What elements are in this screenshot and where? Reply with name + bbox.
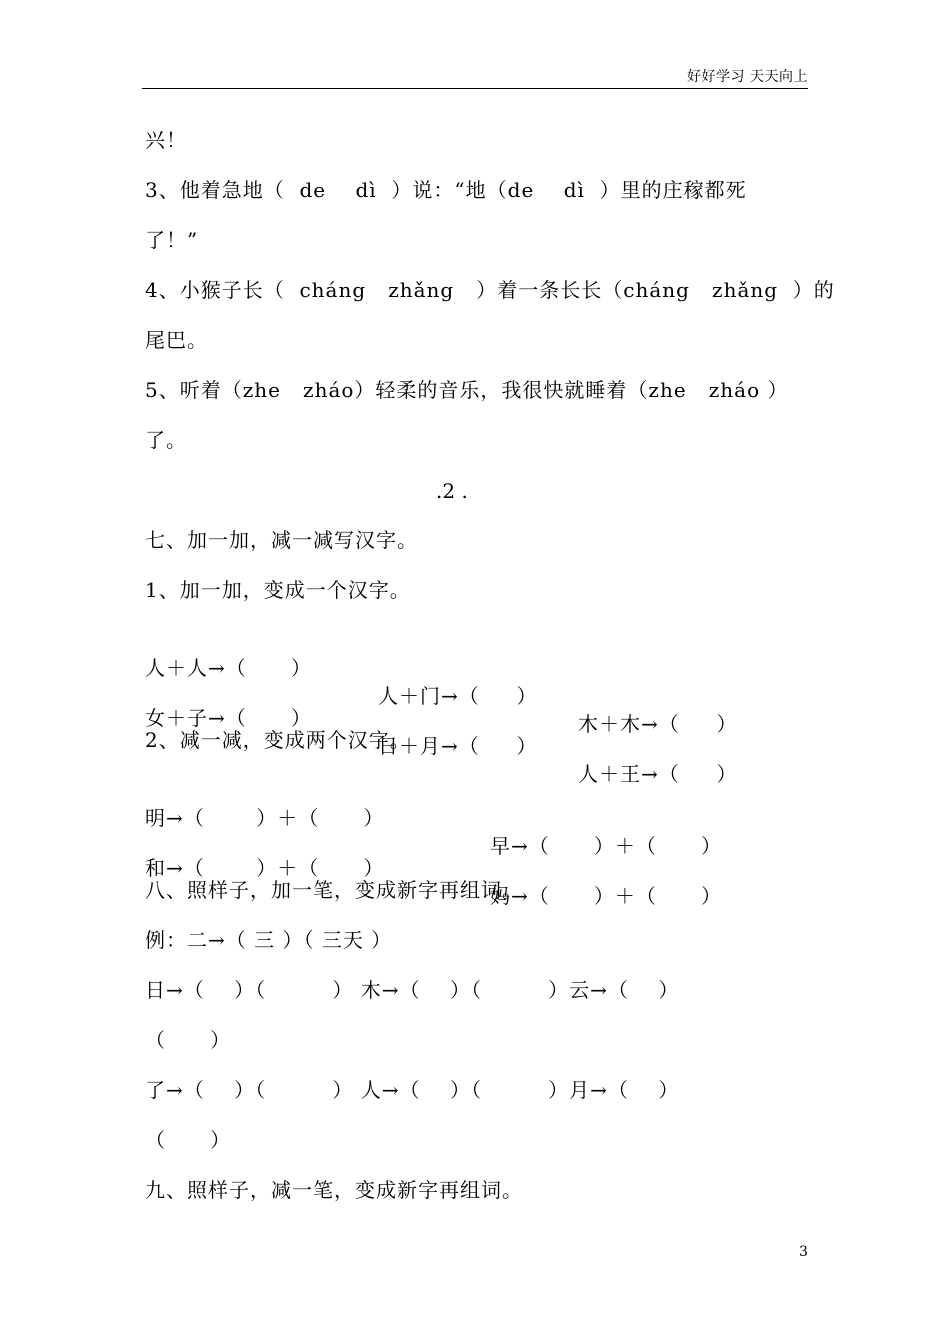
section-7-sub-1: 1、加一加，变成一个汉字。 bbox=[145, 578, 411, 602]
header-motto: 好好学习 天天向上 bbox=[687, 69, 808, 85]
subtract-item: 早→（ ）＋（ ） bbox=[490, 834, 723, 858]
question-5-line: 5、听着（zhe zháo）轻柔的音乐，我很快就睡着（zhe zháo ） bbox=[145, 378, 789, 402]
section-9-title: 九、照样子，减一笔，变成新字再组词。 bbox=[145, 1178, 523, 1202]
section-7-title: 七、加一加，减一减写汉字。 bbox=[145, 528, 418, 552]
subtract-item: 明→（ ）＋（ ） bbox=[145, 806, 385, 830]
add-item: 女＋子→（ ） bbox=[145, 706, 312, 730]
section-7-sub-2: 2、减一减，变成两个汉字。 bbox=[145, 728, 411, 752]
question-4-line: 4、小猴子长（ cháng zhǎng ）着一条长长（cháng zhǎng ）的 bbox=[145, 278, 835, 302]
question-3-continuation: 了！” bbox=[145, 228, 199, 252]
question-3-line: 3、他着急地（ de dì ）说：“地（de dì ）里的庄稼都死 bbox=[145, 178, 747, 202]
question-4-continuation: 尾巴。 bbox=[145, 328, 208, 352]
add-item: 日＋月→（ ） bbox=[378, 734, 538, 758]
section-8-row-1: 日→（ ）（ ） 木→（ ）（ ）云→（ ） bbox=[145, 978, 680, 1002]
section-8-row-2-continuation: （ ） bbox=[145, 1128, 232, 1152]
section-8-example: 例：二→（ 三 ）（ 三天 ） bbox=[145, 928, 393, 952]
subtract-item: 和→（ ）＋（ ） bbox=[145, 856, 385, 880]
section-8-title: 八、照样子，加一笔，变成新字再组词。 bbox=[145, 878, 523, 902]
add-item: 人＋门→（ ） bbox=[378, 684, 538, 708]
text-line-1: 兴！ bbox=[145, 128, 187, 152]
page-number: 3 bbox=[799, 1244, 808, 1260]
section-8-row-1-continuation: （ ） bbox=[145, 1028, 232, 1052]
subtract-item: 妈→（ ）＋（ ） bbox=[490, 884, 723, 908]
question-5-continuation: 了。 bbox=[145, 428, 187, 452]
add-item: 人＋王→（ ） bbox=[578, 762, 738, 786]
add-item: 人＋人→（ ） bbox=[145, 656, 312, 680]
page-marker: .2 . bbox=[436, 479, 468, 503]
header-rule bbox=[142, 88, 808, 89]
add-item: 木＋木→（ ） bbox=[578, 712, 738, 736]
section-8-row-2: 了→（ ）（ ） 人→（ ）（ ）月→（ ） bbox=[145, 1078, 680, 1102]
